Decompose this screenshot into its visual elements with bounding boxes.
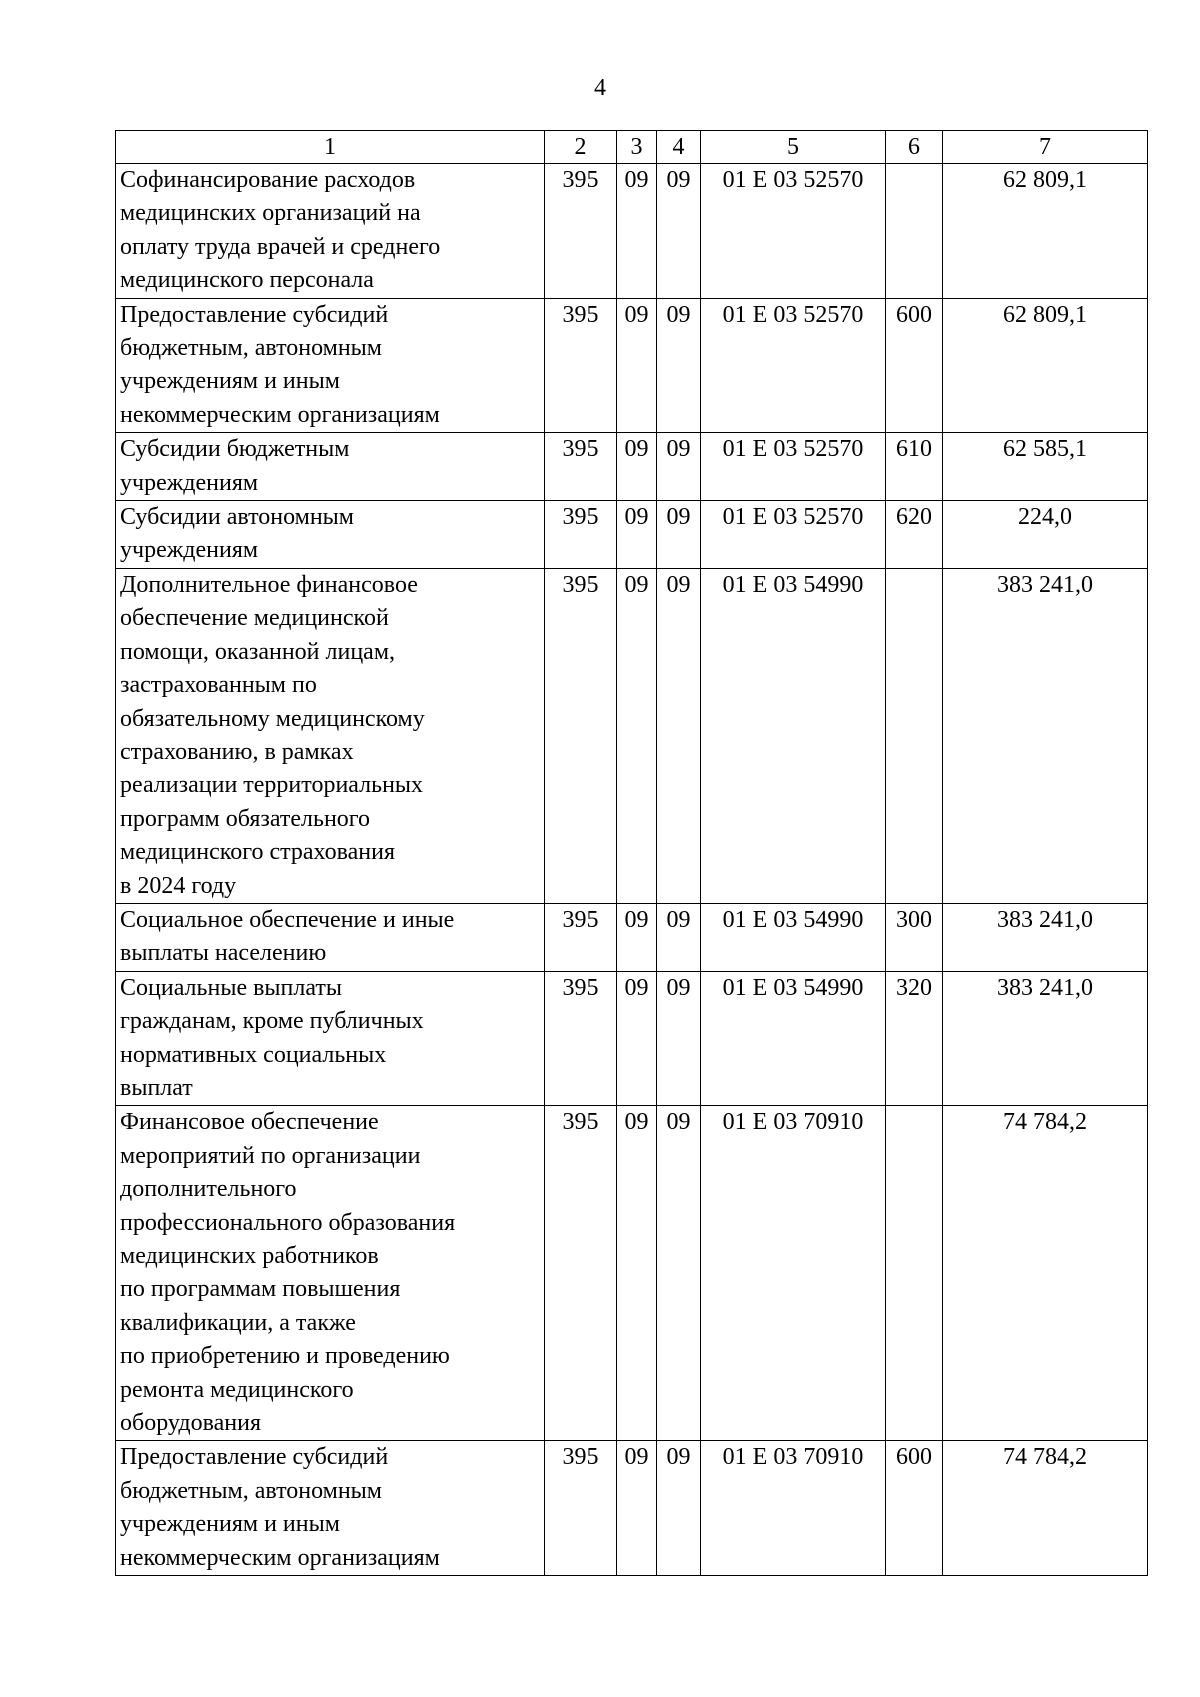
cell-target-article: 01 Е 03 52570 bbox=[701, 298, 886, 433]
cell-target-article: 01 Е 03 54990 bbox=[701, 903, 886, 971]
cell-expense-type: 600 bbox=[886, 1441, 943, 1576]
cell-name-line: Предоставление субсидий bbox=[120, 301, 389, 328]
cell-name bbox=[116, 298, 545, 433]
header-col-6: 6 bbox=[886, 131, 943, 164]
cell-admin-code: 395 bbox=[545, 164, 617, 299]
cell-name-line: Субсидии бюджетным bbox=[120, 436, 350, 463]
cell-name bbox=[116, 1106, 545, 1441]
cell-target-article: 01 Е 03 52570 bbox=[701, 433, 886, 501]
table-body bbox=[116, 131, 1148, 1576]
cell-amount: 383 241,0 bbox=[943, 568, 1148, 903]
cell-amount: 62 809,1 bbox=[943, 298, 1148, 433]
cell-subsection: 09 bbox=[657, 568, 701, 903]
page-number: 4 bbox=[594, 75, 606, 101]
table-row bbox=[116, 298, 1148, 433]
cell-name-line: страхованию, в рамках bbox=[120, 738, 354, 765]
cell-name bbox=[116, 971, 545, 1106]
cell-subsection: 09 bbox=[657, 903, 701, 971]
cell-name bbox=[116, 433, 545, 501]
cell-name-line: Социальное обеспечение и иные bbox=[120, 906, 455, 933]
table-row bbox=[116, 903, 1148, 971]
cell-name bbox=[116, 164, 545, 299]
cell-section: 09 bbox=[617, 433, 657, 501]
cell-expense-type: 610 bbox=[886, 433, 943, 501]
table-row bbox=[116, 971, 1148, 1106]
cell-subsection: 09 bbox=[657, 1106, 701, 1441]
cell-name-line: Софинансирование расходов bbox=[120, 167, 416, 193]
cell-target-article: 01 Е 03 54990 bbox=[701, 971, 886, 1106]
cell-expense-type bbox=[886, 164, 943, 299]
cell-expense-type: 320 bbox=[886, 971, 943, 1106]
cell-name-line: медицинских организаций на bbox=[120, 200, 421, 227]
cell-name-line: профессионального образования bbox=[120, 1209, 456, 1236]
cell-name-line: некоммерческим организациям bbox=[120, 401, 440, 428]
cell-name-line: медицинских работников bbox=[120, 1243, 379, 1269]
cell-expense-type bbox=[886, 1106, 943, 1441]
cell-admin-code: 395 bbox=[545, 1106, 617, 1441]
cell-name-line: Финансовое обеспечение bbox=[120, 1109, 379, 1136]
cell-name-line: нормативных социальных bbox=[120, 1041, 387, 1068]
cell-subsection: 09 bbox=[657, 1441, 701, 1576]
cell-section: 09 bbox=[617, 1106, 657, 1441]
cell-name-line: медицинского страхования bbox=[120, 839, 396, 866]
table-row bbox=[116, 433, 1148, 501]
cell-name-line: Предоставление субсидий bbox=[120, 1444, 389, 1471]
cell-name-line: обеспечение медицинской bbox=[120, 605, 389, 632]
table-row bbox=[116, 501, 1148, 569]
cell-name bbox=[116, 903, 545, 971]
cell-amount: 383 241,0 bbox=[943, 903, 1148, 971]
cell-name-line: ремонта медицинского bbox=[120, 1376, 354, 1403]
cell-admin-code: 395 bbox=[545, 568, 617, 903]
cell-amount: 74 784,2 bbox=[943, 1106, 1148, 1441]
cell-section: 09 bbox=[617, 903, 657, 971]
cell-name-line: помощи, оказанной лицам, bbox=[120, 638, 396, 665]
cell-section: 09 bbox=[617, 164, 657, 299]
cell-target-article: 01 Е 03 52570 bbox=[701, 501, 886, 569]
header-col-4: 4 bbox=[657, 131, 701, 164]
cell-name-line: Социальные выплаты bbox=[120, 974, 343, 1001]
table-header-row bbox=[116, 131, 1148, 164]
cell-admin-code: 395 bbox=[545, 971, 617, 1106]
cell-name-line: оборудования bbox=[120, 1410, 261, 1437]
cell-name-line: реализации территориальных bbox=[120, 772, 424, 799]
cell-subsection: 09 bbox=[657, 298, 701, 433]
cell-name-line: медицинского персонала bbox=[120, 267, 374, 294]
cell-name-line: обязательному медицинскому bbox=[120, 705, 425, 732]
cell-name-line: учреждениям и иным bbox=[120, 1511, 340, 1538]
cell-name-line: Субсидии автономным bbox=[120, 504, 354, 531]
cell-admin-code: 395 bbox=[545, 501, 617, 569]
cell-name-line: бюджетным, автономным bbox=[120, 1477, 382, 1504]
cell-name-line: дополнительного bbox=[120, 1176, 297, 1203]
cell-subsection: 09 bbox=[657, 164, 701, 299]
cell-name-line: бюджетным, автономным bbox=[120, 335, 382, 362]
cell-target-article: 01 Е 03 52570 bbox=[701, 164, 886, 299]
header-col-1: 1 bbox=[116, 131, 545, 164]
cell-section: 09 bbox=[617, 1441, 657, 1576]
header-col-7: 7 bbox=[943, 131, 1148, 164]
cell-name bbox=[116, 501, 545, 569]
cell-name-line: учреждениям bbox=[120, 469, 259, 496]
cell-name-line: учреждениям и иным bbox=[120, 368, 340, 395]
cell-subsection: 09 bbox=[657, 501, 701, 569]
cell-name bbox=[116, 568, 545, 903]
cell-subsection: 09 bbox=[657, 433, 701, 501]
cell-name bbox=[116, 1441, 545, 1576]
table-row bbox=[116, 568, 1148, 903]
cell-amount: 224,0 bbox=[943, 501, 1148, 569]
cell-name-line: Дополнительное финансовое bbox=[120, 571, 418, 598]
cell-admin-code: 395 bbox=[545, 1441, 617, 1576]
cell-name-line: мероприятий по организации bbox=[120, 1142, 421, 1169]
cell-name-line: выплаты населению bbox=[120, 940, 327, 967]
table-row bbox=[116, 1441, 1148, 1576]
budget-table bbox=[115, 130, 1148, 1576]
cell-amount: 383 241,0 bbox=[943, 971, 1148, 1106]
cell-name-line: выплат bbox=[120, 1074, 193, 1101]
cell-target-article: 01 Е 03 70910 bbox=[701, 1106, 886, 1441]
cell-name-line: застрахованным по bbox=[120, 672, 317, 699]
cell-section: 09 bbox=[617, 971, 657, 1106]
cell-expense-type: 300 bbox=[886, 903, 943, 971]
cell-section: 09 bbox=[617, 568, 657, 903]
cell-section: 09 bbox=[617, 501, 657, 569]
cell-name-line: квалификации, а также bbox=[120, 1309, 356, 1336]
cell-subsection: 09 bbox=[657, 971, 701, 1106]
cell-amount: 74 784,2 bbox=[943, 1441, 1148, 1576]
cell-expense-type: 600 bbox=[886, 298, 943, 433]
table-row bbox=[116, 164, 1148, 299]
table-row bbox=[116, 1106, 1148, 1441]
cell-name-line: по приобретению и проведению bbox=[120, 1343, 450, 1370]
cell-name-line: гражданам, кроме публичных bbox=[120, 1008, 424, 1035]
cell-name-line: оплату труда врачей и среднего bbox=[120, 233, 441, 260]
cell-name-line: учреждениям bbox=[120, 537, 259, 564]
cell-expense-type: 620 bbox=[886, 501, 943, 569]
cell-admin-code: 395 bbox=[545, 903, 617, 971]
cell-name-line: в 2024 году bbox=[120, 872, 237, 899]
cell-amount: 62 585,1 bbox=[943, 433, 1148, 501]
header-col-5: 5 bbox=[701, 131, 886, 164]
cell-amount: 62 809,1 bbox=[943, 164, 1148, 299]
cell-name-line: некоммерческим организациям bbox=[120, 1544, 440, 1571]
cell-admin-code: 395 bbox=[545, 433, 617, 501]
cell-target-article: 01 Е 03 54990 bbox=[701, 568, 886, 903]
cell-name-line: программ обязательного bbox=[120, 805, 371, 832]
header-col-2: 2 bbox=[545, 131, 617, 164]
header-col-3: 3 bbox=[617, 131, 657, 164]
cell-target-article: 01 Е 03 70910 bbox=[701, 1441, 886, 1576]
cell-admin-code: 395 bbox=[545, 298, 617, 433]
cell-expense-type bbox=[886, 568, 943, 903]
cell-section: 09 bbox=[617, 298, 657, 433]
cell-name-line: по программам повышения bbox=[120, 1276, 401, 1303]
